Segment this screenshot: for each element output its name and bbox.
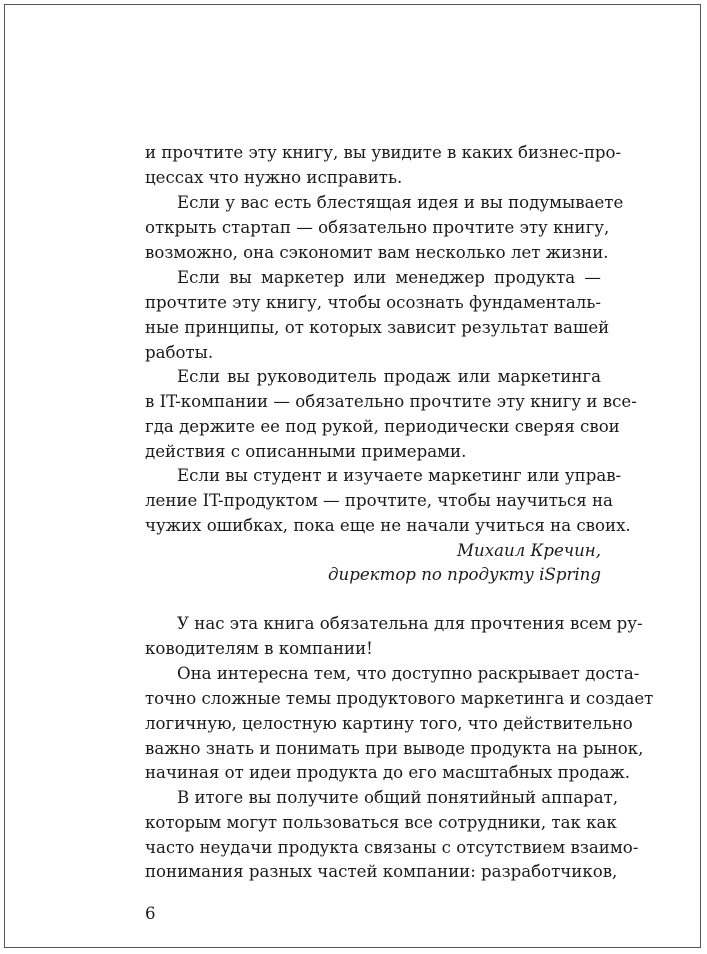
text-line: открыть стартап — обязательно прочтите эту книгу, (145, 218, 610, 237)
text-line: и прочтите эту книгу, вы увидите в каких бизнес-про- (145, 143, 622, 162)
text-line: Если вы маркетер или менеджер продукта — (177, 268, 601, 287)
signature-title: директор по продукту iSpring (328, 565, 601, 584)
text-line: У нас эта книга обязательна для прочтения всем ру- (177, 614, 643, 633)
text-line: цессах что нужно исправить. (145, 168, 403, 187)
text-line: прочтите эту книгу, чтобы осознать фундаменталь- (145, 293, 601, 312)
text-line: начиная от идеи продукта до его масштабных продаж. (145, 763, 630, 782)
text-line: понимания разных частей компании: разработчиков, (145, 862, 618, 881)
text-line: Она интересна тем, что доступно раскрывает доста- (177, 664, 640, 683)
text-line: Если вы студент и изучаете маркетинг или управ- (177, 466, 622, 485)
text-line: которым могут пользоваться все сотрудники, так как (145, 813, 617, 832)
text-line: точно сложные темы продуктового маркетинга и создает (145, 689, 654, 708)
text-line: чужих ошибках, пока еще не начали учиться на своих. (145, 516, 631, 535)
text-line: ление IT-продуктом — прочтите, чтобы научиться на (145, 491, 613, 510)
text-line: действия с описанными примерами. (145, 442, 467, 461)
text-line: Если вы руководитель продаж или маркетинга (177, 367, 601, 386)
page-number: 6 (145, 904, 156, 923)
signature-name: Михаил Кречин, (457, 541, 601, 560)
text-line: гда держите ее под рукой, периодически сверяя свои (145, 417, 620, 436)
text-line: важно знать и понимать при выводе продукта на рынок, (145, 739, 644, 758)
text-line: работы. (145, 343, 214, 362)
text-line: Если у вас есть блестящая идея и вы подумываете (177, 193, 624, 212)
text-line: В итоге вы получите общий понятийный аппарат, (177, 788, 619, 807)
text-line: ные принципы, от которых зависит результат вашей (145, 318, 610, 337)
text-line: часто неудачи продукта связаны с отсутствием взаимо- (145, 838, 639, 857)
text-line: ководителям в компании! (145, 639, 373, 658)
text-line: логичную, целостную картину того, что действительно (145, 714, 633, 733)
text-line: возможно, она сэкономит вам несколько лет жизни. (145, 243, 609, 262)
text-line: в IT-компании — обязательно прочтите эту книгу и все- (145, 392, 637, 411)
